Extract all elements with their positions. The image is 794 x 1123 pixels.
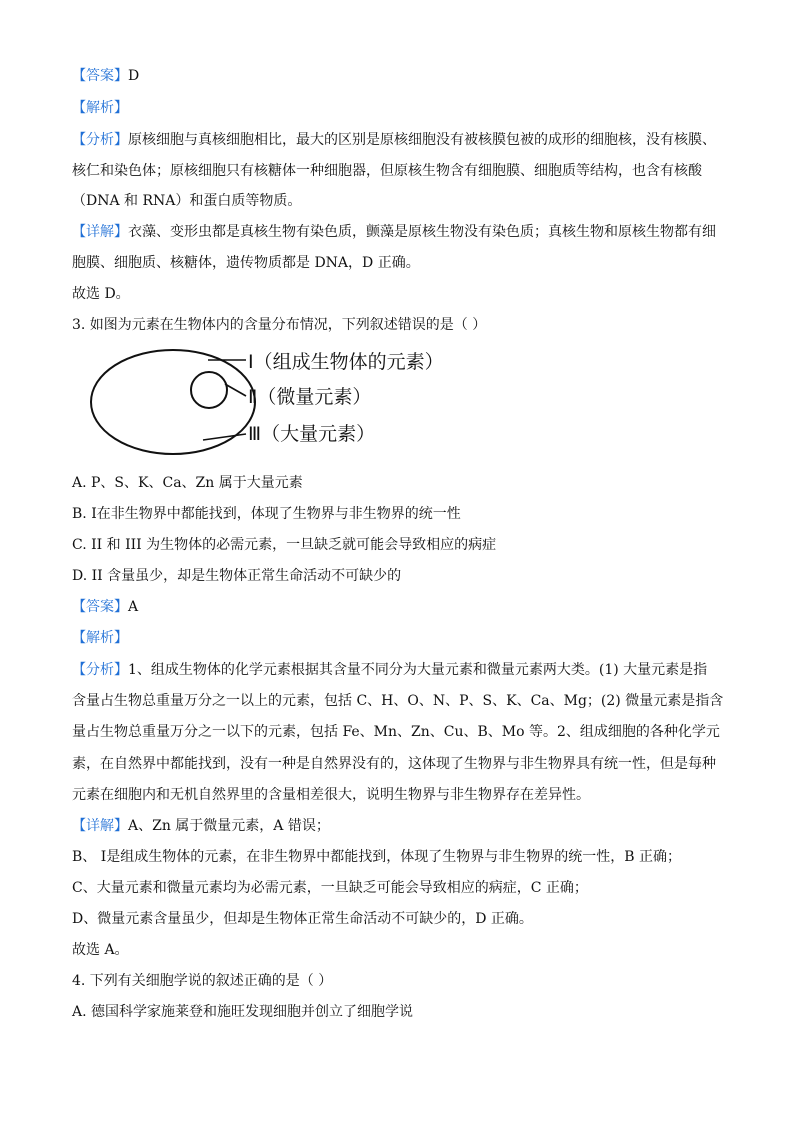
fenxi-q3-line-3: 量占生物总重量万分之一以下的元素，包括 Fe、Mn、Zn、Cu、B、Mo 等。2、组成细胞的各种化学元: [72, 724, 720, 740]
label-group-3: Ⅲ（大量元素）: [248, 423, 376, 445]
fenxi-line-2: 核仁和染色体；原核细胞只有核糖体一种细胞器，但原核生物含有细胞膜、细胞质等结构，也含有核酸: [72, 163, 702, 179]
xiangjie-q3-line-3: C、大量元素和微量元素均为必需元素，一旦缺乏可能会导致相应的病症，C 正确；: [72, 880, 588, 896]
element-venn-diagram: [88, 340, 488, 460]
answer-tag: 【答案】: [72, 68, 128, 84]
leader-line-2: [225, 384, 246, 396]
fenxi-q3-line-2: 含量占生物总重量万分之一以上的元素，包括 C、H、O、N、P、S、K、Ca、Mg；(2) 微量元素是指含: [72, 693, 724, 709]
fenxi-q3-line-1: 【分析】1、组成生物体的化学元素根据其含量不同分为大量元素和微量元素两大类。(1) 大量元素是指: [72, 662, 708, 678]
option-c: C. II 和 III 为生物体的必需元素，一旦缺乏就可能会导致相应的病症: [72, 537, 497, 553]
analysis-heading-q3: 【解析】: [72, 630, 128, 646]
answer-value: D: [128, 68, 140, 84]
xiangjie-q3-line-1: 【详解】A、Zn 属于微量元素，A 错误；: [72, 818, 330, 834]
xiangjie-q3-line-2: B、 Ⅰ是组成生物体的元素，在非生物界中都能找到，体现了生物界与非生物界的统一性，B 正确；: [72, 849, 682, 865]
small-circle: [191, 372, 227, 408]
option-b: B. Ⅰ在非生物界中都能找到，体现了生物界与非生物界的统一性: [72, 506, 461, 522]
question-4-stem: 4. 下列有关细胞学说的叙述正确的是（ ）: [72, 973, 333, 989]
choose-line-q3: 故选 A。: [72, 942, 129, 958]
fenxi-q3-line-5: 元素在细胞内和无机自然界里的含量相差很大，说明生物界与非生物界存在差异性。: [72, 787, 590, 803]
outer-ellipse: [91, 350, 255, 454]
answer-line-q3: 【答案】A: [72, 599, 139, 615]
label-group-1: Ⅰ（组成生物体的元素）: [248, 351, 444, 373]
fenxi-q3-line-4: 素，在自然界中都能找到，没有一种是自然界没有的，这体现了生物界与非生物界具有统一性，但是每种: [72, 756, 716, 772]
answer-value: A: [128, 599, 139, 615]
fenxi-line-1: 【分析】原核细胞与真核细胞相比，最大的区别是原核细胞没有被核膜包被的成形的细胞核，没有核膜、: [72, 132, 716, 148]
fenxi-tag: 【分析】: [72, 132, 128, 148]
xiangjie-tag: 【详解】: [72, 224, 128, 240]
q4-option-a: A. 德国科学家施莱登和施旺发现细胞并创立了细胞学说: [72, 1004, 414, 1020]
choose-line-q2: 故选 D。: [72, 286, 130, 302]
option-a: A. P、S、K、Ca、Zn 属于大量元素: [72, 475, 303, 491]
fenxi-line-3: （DNA 和 RNA）和蛋白质等物质。: [72, 193, 302, 209]
analysis-heading-q2: 【解析】: [72, 100, 128, 116]
option-d: D. II 含量虽少，却是生物体正常生命活动不可缺少的: [72, 568, 402, 584]
leader-line-3: [203, 434, 246, 440]
question-3-stem: 3. 如图为元素在生物体内的含量分布情况，下列叙述错误的是（ ）: [72, 317, 487, 333]
xiangjie-line-1: 【详解】衣藻、变形虫都是真核生物有染色质，颤藻是原核生物没有染色质；真核生物和原核生物都有细: [72, 224, 716, 240]
label-group-2: Ⅱ（微量元素）: [248, 386, 372, 408]
xiangjie-line-2: 胞膜、细胞质、核糖体，遗传物质都是 DNA，D 正确。: [72, 255, 420, 271]
answer-line-q2: [72, 66, 139, 86]
xiangjie-q3-line-4: D、微量元素含量虽少，但却是生物体正常生命活动不可缺少的，D 正确。: [72, 911, 533, 927]
